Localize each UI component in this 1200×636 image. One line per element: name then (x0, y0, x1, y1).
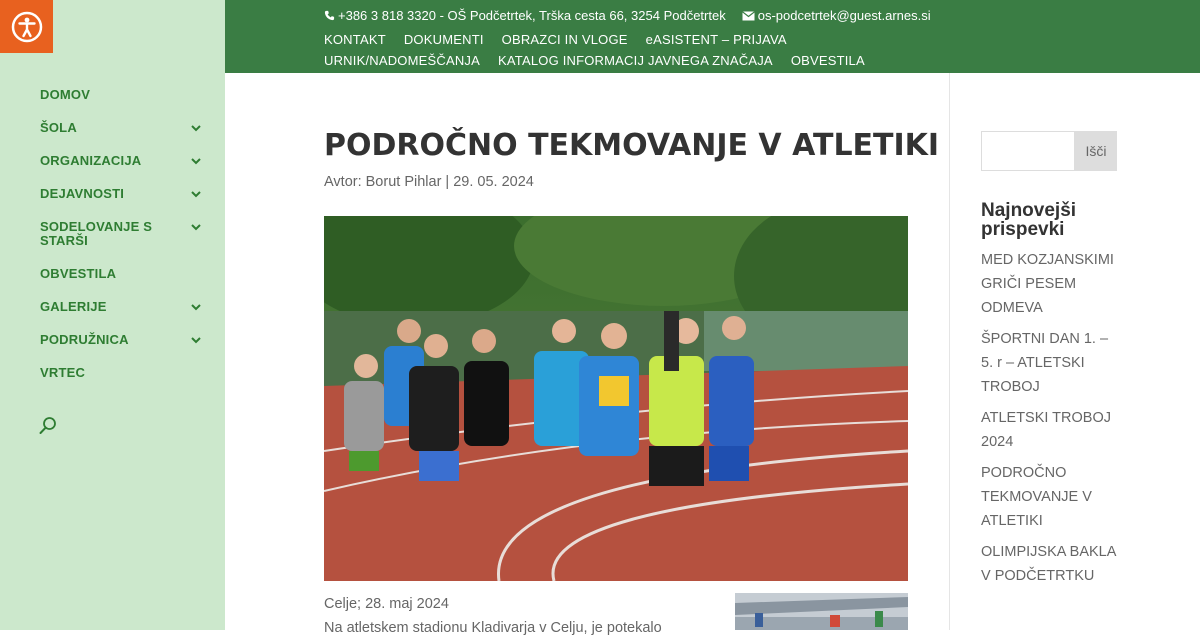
search-button[interactable]: Išči (1075, 131, 1117, 171)
sidebar-item[interactable] (40, 333, 210, 347)
featured-image[interactable] (324, 216, 908, 581)
recent-posts-heading: Najnovejši prispevki (981, 200, 1077, 240)
phone-address-text[interactable]: +386 3 818 3320 - OŠ Podčetrtek, Trška cesta 66, 3254 Podčetrtek (338, 8, 726, 23)
post-caption: Celje; 28. maj 2024 (324, 596, 449, 612)
recent-post-link[interactable]: ŠPORTNI DAN 1. – 5. r – ATLETSKI TROBOJ (981, 331, 1109, 395)
search-input[interactable] (981, 131, 1075, 171)
top-nav-link[interactable]: DOKUMENTI (403, 32, 484, 47)
top-nav-link[interactable]: OBRAZCI IN VLOGE (501, 32, 628, 47)
sidebar-item-label: OBVESTILA (40, 266, 117, 281)
top-nav-link[interactable]: eASISTENT – PRIJAVA (645, 32, 787, 47)
sidebar (0, 0, 225, 630)
sidebar-item[interactable] (40, 267, 210, 281)
post-meta: Avtor: Borut Pihlar | 29. 05. 2024 (324, 174, 534, 190)
sidebar-item-label: VRTEC (40, 365, 86, 380)
search-icon[interactable] (38, 416, 58, 436)
sidebar-item-label: GALERIJE (40, 299, 107, 314)
chevron-down-icon[interactable] (188, 220, 204, 234)
sidebar-item[interactable] (40, 121, 210, 135)
chevron-down-icon[interactable] (188, 333, 204, 347)
sidebar-item[interactable] (40, 187, 210, 201)
accessibility-button[interactable] (0, 0, 53, 53)
top-nav-link[interactable]: KONTAKT (324, 32, 386, 47)
sidebar-item-label: ORGANIZACIJA (40, 153, 142, 168)
sidebar-item[interactable] (40, 154, 210, 168)
sidebar-item-label: ŠOLA (40, 120, 77, 135)
recent-post-link[interactable]: ATLETSKI TROBOJ 2024 (981, 410, 1111, 450)
contact-info (324, 8, 931, 23)
recent-post-link[interactable]: PODROČNO TEKMOVANJE V ATLETIKI (981, 465, 1092, 529)
top-nav-link[interactable]: OBVESTILA (790, 53, 865, 68)
running-race-photo (324, 216, 908, 581)
sidebar-item-label: DEJAVNOSTI (40, 186, 125, 201)
recent-posts-list (981, 248, 1121, 595)
sidebar-item[interactable] (40, 220, 210, 248)
chevron-down-icon[interactable] (188, 187, 204, 201)
sidebar-item[interactable] (40, 88, 210, 102)
recent-post-link[interactable]: OLIMPIJSKA BAKLA V PODČETRTKU (981, 544, 1116, 584)
recent-post-link[interactable]: MED KOZJANSKIMI GRIČI PESEM ODMEVA (981, 252, 1114, 316)
chevron-down-icon[interactable] (188, 154, 204, 168)
email-link[interactable]: os-podcetrtek@guest.arnes.si (757, 8, 931, 23)
content-divider (949, 73, 950, 630)
chevron-down-icon[interactable] (188, 300, 204, 314)
secondary-nav (324, 29, 964, 71)
post-title: PODROČNO TEKMOVANJE V ATLETIKI (324, 128, 940, 163)
gallery-thumbnail[interactable] (735, 593, 908, 630)
phone-icon (324, 10, 335, 21)
top-nav-link[interactable]: URNIK/NADOMEŠČANJA (324, 53, 481, 68)
sidebar-item[interactable] (40, 300, 210, 314)
sidebar-item-label: SODELOVANJE S STARŠI (40, 219, 153, 248)
top-bar (225, 0, 1200, 73)
sidebar-item-label: DOMOV (40, 87, 91, 102)
email-icon (742, 11, 755, 21)
sidebar-item-label: PODRUŽNICA (40, 332, 129, 347)
stadium-photo-thumbnail (735, 593, 908, 630)
top-nav-link[interactable]: KATALOG INFORMACIJ JAVNEGA ZNAČAJA (498, 53, 773, 68)
chevron-down-icon[interactable] (188, 121, 204, 135)
post-body-text: Na atletskem stadionu Kladivarja v Celju, je potekalo (324, 620, 662, 636)
sidebar-item[interactable] (40, 366, 210, 380)
accessibility-icon (11, 11, 43, 43)
